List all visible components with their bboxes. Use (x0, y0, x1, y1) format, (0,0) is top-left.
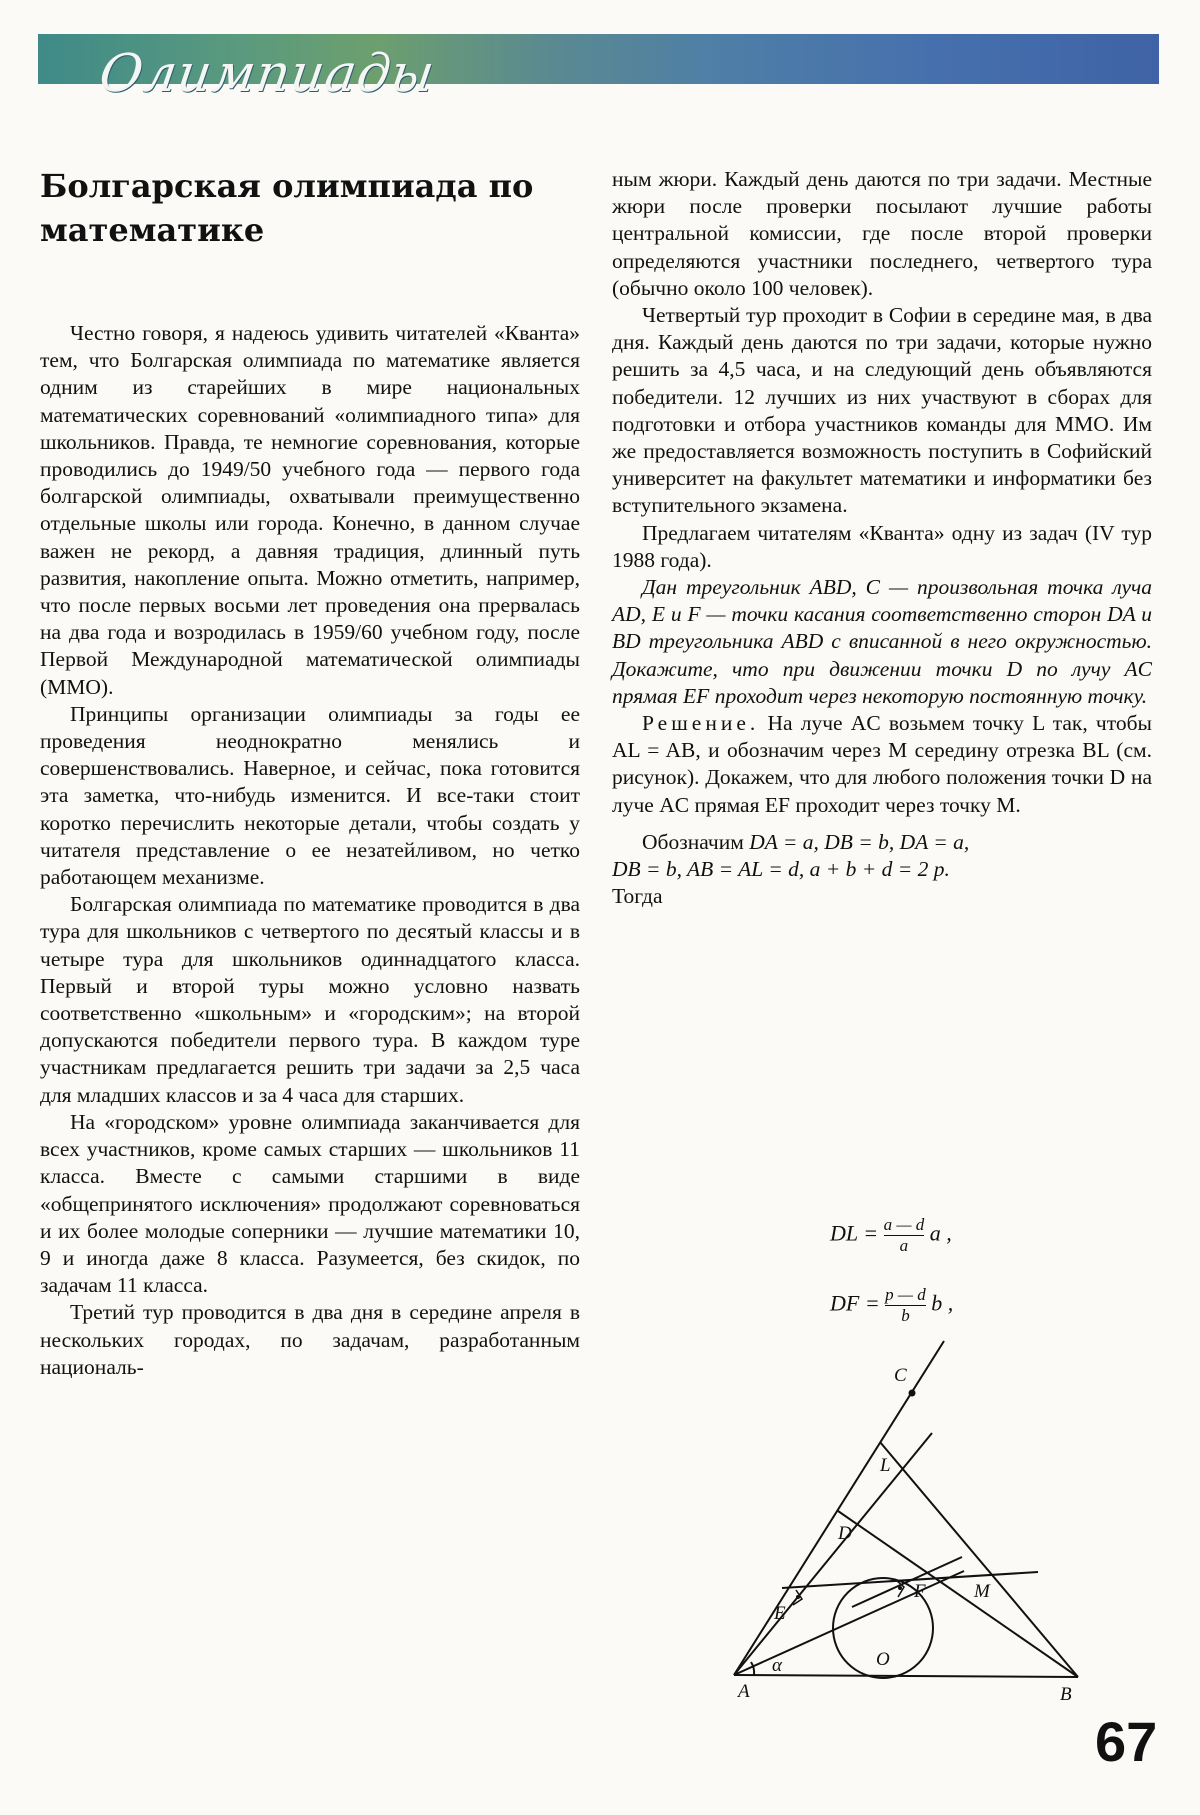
notation-vectors: DA = a, DB = b, (749, 829, 895, 854)
notation-scalar: DA = a, (899, 829, 970, 854)
point-c (909, 1390, 916, 1397)
solution-label: Решение. (642, 711, 760, 736)
column-right (612, 166, 1152, 910)
paragraph: Предлагаем читателям «Кванта» одну из задач (IV тур 1988 года). (612, 520, 1152, 572)
notation-intro: Обозначим (642, 829, 744, 854)
then-label: Тогда (612, 884, 663, 909)
label-l: L (880, 1455, 891, 1476)
point-f-dot (898, 1586, 902, 1590)
angle-alpha-arc (751, 1662, 754, 1675)
side-ab (734, 1675, 1078, 1677)
formula-dl (830, 1215, 952, 1256)
point-e-dot (796, 1595, 800, 1599)
label-alpha: α (772, 1655, 782, 1676)
paragraph: Четвертый тур проходит в Софии в середине мая, в два дня. Каждый день даются по три задачи, которые нужно решить за 4,5 часа, и на следующий день объявляются победители. 12 лучших из них участвуют в сборах для подготовки и отбора участников команды для ММО. Им же предоставляется возможность поступить в Софийский университет на факультет математики и информатики без вступительного экзамена. (612, 303, 1152, 518)
article-title: Болгарская олимпиада по математике (40, 167, 534, 249)
label-c: C (894, 1365, 907, 1386)
label-b: B (1060, 1684, 1072, 1705)
label-f: F (914, 1581, 926, 1602)
geometry-figure (720, 1335, 1140, 1705)
formula-dl-den: a (899, 1236, 909, 1255)
paragraph: Принципы организации олимпиады за годы ее проведения неоднократно менялись и совершенствовались. Наверное, и сейчас, пока готовится эта заметка, что-нибудь изменится. И все-таки стоит коротко перечислить некоторые детали, чтобы создать у читателя представление о ее незатейливом, но четко работающем механизме. (40, 701, 580, 890)
paragraph: На «городском» уровне олимпиада заканчивается для всех участников, кроме самых старших — школьников 11 класса. Вместе с самыми старшими в виде «общепринятого исключения» продолжают соревноваться и их более молодые соперники — лучшие математики 10, 9 и иногда даже 8 класса. Разумеется, без скидок, по задачам 11 класса. (40, 1109, 580, 1298)
formula-df-lhs: DF = (830, 1290, 880, 1316)
paragraph: Болгарская олимпиада по математике проводится в два тура для школьников с четвертого по десятый классы и в четыре тура для школьников одиннадцатого класса. Первый и второй туры можно условно назвать соответственно «школьным» и «городским»; на второй допускаются победители первого тура. В каждом туре участникам предлагается решить три задачи за 2,5 часа для младших классов и за 4 часа для старших. (40, 892, 580, 1107)
paragraph: Честно говоря, я надеюсь удивить читателей «Кванта» тем, что Болгарская олимпиада по математике является одним из старейших в мире национальных математических соревнований «олимпиадного типа» для школьников. Правда, те немногие соревнования, которые проводились до 1949/50 учебного года — первого года болгарской олимпиады, охватывали преимущественно отдельные школы или города. Конечно, в данном случае важен не рекорд, а давняя традиция, длинный путь развития, накопление опыта. Можно отметить, например, что после первых восьми лет проведения она прервалась на два года и возродилась в 1959/60 учебном году, после Первой Международной математической олимпиады (ММО). (40, 321, 580, 699)
paragraph: Третий тур проводится в два дня в середине апреля в нескольких городах, по задачам, разработанным националь- (40, 1300, 580, 1379)
label-e: E (774, 1603, 786, 1624)
problem-statement: Дан треугольник ABD, C — произвольная точка луча AD, E и F — точки касания соответственно сторон DA и BD треугольника ABD с вписанной в него окружностью. Докажите, что при движении точки D по лучу AC прямая EF проходит через некоторую постоянную точку. (612, 575, 1152, 708)
formula-df-den: b (901, 1306, 910, 1325)
solution-paragraph (612, 710, 1152, 819)
solution-text: На луче AC возьмем точку L так, чтобы AL = AB, и обозначим через M середину отрезка BL (см. рисунок). Докажем, что для любого положения точки D на луче AC прямая EF проходит через точку M. (612, 711, 1152, 817)
section-title: Олимпиады (95, 44, 439, 104)
label-a: A (738, 1681, 750, 1702)
section-banner (38, 34, 1159, 104)
line-am (734, 1571, 964, 1675)
formula-df (830, 1285, 953, 1326)
formula-dl-lhs: DL = (830, 1220, 879, 1246)
paragraph: ным жюри. Каждый день даются по три задачи. Местные жюри после проверки посылают лучшие работы центральной комиссии, где после второй проверки определяются участники последнего, четвертого тура (обычно около 100 человек). (612, 167, 1152, 300)
label-o: O (876, 1649, 890, 1670)
notation-line2: DB = b, AB = AL = d, a + b + d = 2 p. (612, 857, 950, 882)
formula-df-num: p — d (885, 1285, 926, 1304)
notation (612, 829, 1152, 856)
formula-dl-vec: a , (929, 1220, 952, 1246)
formula-dl-num: a — d (883, 1215, 925, 1234)
page-number: 67 (1095, 1710, 1158, 1773)
column-left (40, 320, 580, 1381)
label-m: M (974, 1581, 990, 1602)
formula-df-vec: b , (931, 1290, 954, 1316)
label-d: D (838, 1523, 852, 1544)
